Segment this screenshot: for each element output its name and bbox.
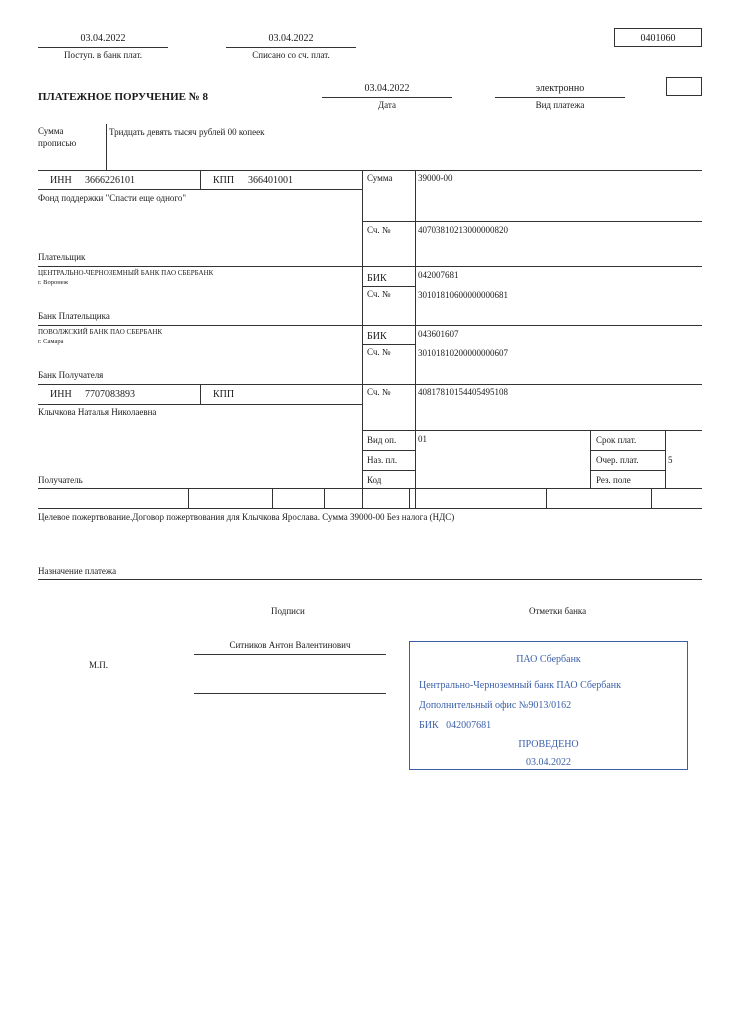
divider <box>590 470 665 471</box>
recipient-bank-label: Банк Получателя <box>38 370 104 380</box>
divider <box>322 97 452 98</box>
recipient-name: Клычкова Наталья Николаевна <box>38 407 157 417</box>
stamp-office: Дополнительный офис №9013/0162 <box>419 700 572 711</box>
debited-date: 03.04.2022 <box>268 33 314 44</box>
stamp-date: 03.04.2022 <box>526 757 571 768</box>
payer-bik: 042007681 <box>418 270 459 280</box>
signature-line <box>194 693 386 694</box>
divider <box>651 488 652 508</box>
recipient-inn-label: ИНН <box>50 389 72 400</box>
divider <box>272 488 273 508</box>
form-code: 0401060 <box>614 28 702 47</box>
divider <box>495 97 625 98</box>
recipient-account-label: Сч. № <box>367 387 391 397</box>
payment-type: электронно <box>535 83 585 94</box>
payer-label: Плательщик <box>38 252 86 262</box>
payer-bank-label: Банк Плательщика <box>38 311 110 321</box>
payer-bank-city: г. Воронеж <box>38 279 69 286</box>
divider <box>38 325 702 326</box>
divider <box>38 488 702 489</box>
divider <box>546 488 547 508</box>
divider <box>324 488 325 508</box>
payer-bank-name: ЦЕНТРАЛЬНО-ЧЕРНОЗЕМНЫЙ БАНК ПАО СБЕРБАНК <box>38 269 214 277</box>
sum-value: 39000-00 <box>418 173 453 183</box>
payer-account-label: Сч. № <box>367 225 391 235</box>
order-value: 5 <box>668 455 673 465</box>
divider <box>590 430 591 488</box>
recipient-kpp-label: КПП <box>213 389 235 400</box>
divider <box>38 170 702 171</box>
payer-bank-account: 30101810600000000681 <box>418 290 508 300</box>
payer-account: 40703810213000000820 <box>418 225 508 235</box>
divider <box>106 124 107 170</box>
divider <box>38 579 702 580</box>
stamp-branch: Центрально-Черноземный банк ПАО Сбербанк <box>419 680 622 691</box>
recipient-bank-city: г. Самара <box>38 338 64 345</box>
recipient-inn: 7707083893 <box>85 389 135 400</box>
divider <box>362 344 415 345</box>
debited-label: Списано со сч. плат. <box>252 50 330 60</box>
recipient-bik-label: БИК <box>367 331 387 342</box>
order-label: Очер. плат. <box>596 455 639 465</box>
divider <box>226 47 356 48</box>
recipient-bank-account-label: Сч. № <box>367 347 391 357</box>
divider <box>200 384 201 404</box>
doc-date: 03.04.2022 <box>364 83 410 94</box>
purpose-code-label: Наз. пл. <box>367 455 398 465</box>
blank-box <box>666 77 702 96</box>
payer-inn: 3666226101 <box>85 175 135 186</box>
divider <box>590 450 665 451</box>
code-label: Код <box>367 475 382 485</box>
payer-bik-label: БИК <box>367 273 387 284</box>
divider <box>38 189 362 190</box>
payer-inn-label: ИНН <box>50 175 72 186</box>
op-type: 01 <box>418 434 427 444</box>
divider <box>362 450 415 451</box>
divider <box>38 47 168 48</box>
stamp-bik: БИК 042007681 <box>419 720 492 731</box>
divider <box>188 488 189 508</box>
purpose-text: Целевое пожертвование.Договор пожертвования для Клычкова Ярослава. Сумма 39000-00 Без налога (НДС) <box>38 512 455 522</box>
amount-words-label-1: Сумма <box>38 126 64 136</box>
amount-words-label-2: прописью <box>38 138 77 148</box>
recipient-bank-account: 30101810200000000607 <box>418 348 508 358</box>
divider <box>362 470 415 471</box>
payer-bank-account-label: Сч. № <box>367 289 391 299</box>
stamp-bank: ПАО Сбербанк <box>516 654 581 665</box>
divider <box>38 508 702 509</box>
purpose-label: Назначение платежа <box>38 566 117 576</box>
divider <box>38 266 702 267</box>
recipient-account: 40817810154405495108 <box>418 387 508 397</box>
divider <box>362 221 702 222</box>
bank-stamp <box>409 641 688 770</box>
received-label: Поступ. в банк плат. <box>64 50 142 60</box>
op-type-label: Вид оп. <box>367 435 397 445</box>
recipient-label: Получатель <box>38 475 83 485</box>
recipient-bik: 043601607 <box>418 329 459 339</box>
term-label: Срок плат. <box>596 435 637 445</box>
recipient-bank-name: ПОВОЛЖСКИЙ БАНК ПАО СБЕРБАНК <box>38 328 163 336</box>
divider <box>362 430 702 431</box>
payer-kpp-label: КПП <box>213 175 235 186</box>
signer-name: Ситников Антон Валентинович <box>229 640 351 650</box>
divider <box>409 488 410 508</box>
bank-marks-label: Отметки банка <box>529 606 587 616</box>
divider <box>38 384 702 385</box>
stamp-status: ПРОВЕДЕНО <box>518 739 579 750</box>
page-title: ПЛАТЕЖНОЕ ПОРУЧЕНИЕ № 8 <box>38 91 209 103</box>
seal-label: М.П. <box>89 660 109 670</box>
reserve-label: Рез. поле <box>596 475 631 485</box>
signature-line <box>194 654 386 655</box>
divider <box>200 170 201 189</box>
sum-label: Сумма <box>367 173 393 183</box>
divider <box>665 430 666 488</box>
payer-kpp: 366401001 <box>248 175 293 186</box>
amount-words: Тридцать девять тысяч рублей 00 копеек <box>109 127 265 137</box>
payer-name: Фонд поддержки "Спасти еще одного" <box>38 193 187 203</box>
divider <box>38 404 362 405</box>
received-date: 03.04.2022 <box>80 33 126 44</box>
doc-date-label: Дата <box>378 100 396 110</box>
divider <box>362 286 415 287</box>
signatures-label: Подписи <box>271 606 305 616</box>
payment-type-label: Вид платежа <box>535 100 585 110</box>
